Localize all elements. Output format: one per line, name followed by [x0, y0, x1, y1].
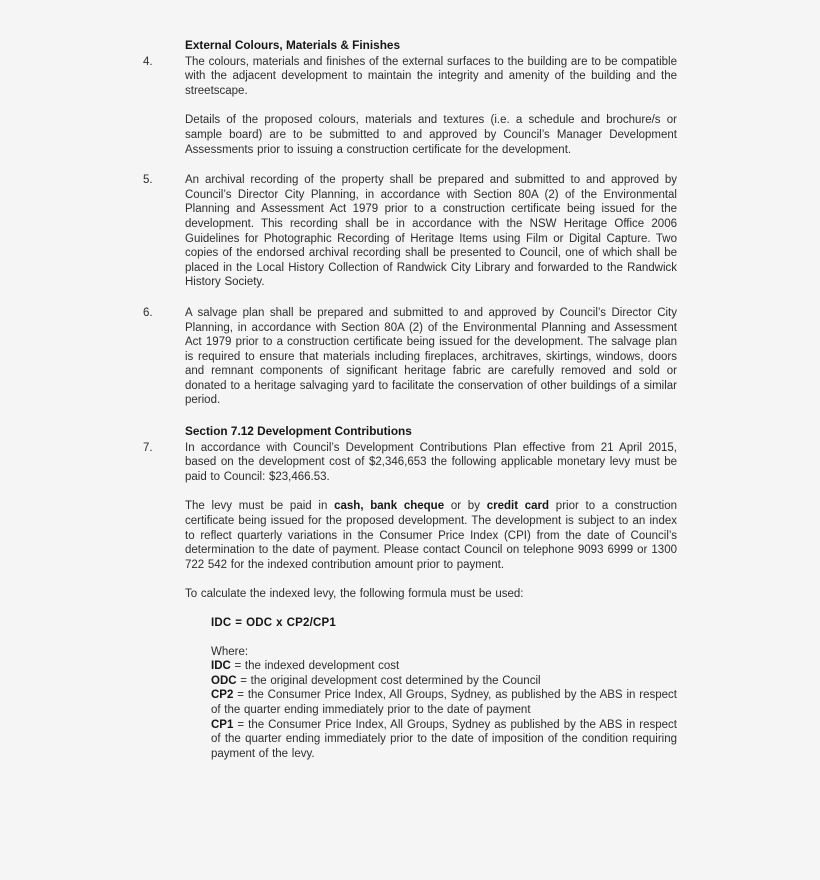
levy-method-credit-card: credit card [486, 500, 550, 513]
formula-intro: To calculate the indexed levy, the following formula must be used: [185, 588, 524, 601]
definition-idc-text: = the indexed development cost [230, 660, 400, 673]
condition-6-number: 6. [143, 306, 153, 319]
definition-cp2-term: CP2 [211, 689, 234, 702]
definition-cp2-text: = the Consumer Price Index, All Groups, Sydney, as published by the ABS in respect of the quarter ending immediately prior to the date of payment [211, 689, 677, 716]
definition-idc [211, 659, 677, 674]
levy-payment-row [143, 499, 820, 572]
definition-idc-term: IDC [211, 660, 231, 673]
formula-intro-row [143, 587, 820, 602]
formula-definitions [211, 645, 677, 762]
definition-cp1-term: CP1 [211, 718, 234, 731]
levy-formula: IDC = ODC x CP2/CP1 [211, 617, 336, 629]
heading-row-external-colours [143, 38, 820, 53]
condition-4-number: 4. [143, 55, 153, 68]
definition-cp1-text: = the Consumer Price Index, All Groups, Sydney as published by the ABS in respect of the quarter ending immediately prior to the date of imposition of the condition requiring payment of the levy. [211, 718, 677, 760]
levy-segment: or by [444, 500, 487, 513]
formula-row [143, 616, 820, 631]
where-label: Where: [211, 645, 249, 658]
condition-4-paragraph-2: Details of the proposed colours, materials and textures (i.e. a schedule and brochure/s or sample board) are to be submitted to and approved by Council’s Manager Development Assessments prior to issuing a construction certificate for the development. [185, 114, 677, 156]
condition-5 [143, 173, 820, 290]
condition-6 [143, 306, 820, 408]
condition-5-paragraph: An archival recording of the property shall be prepared and submitted to and approved by Council’s Director City Planning, in accordance with Section 80A (2) of the Environmental Planning and Assessment Act 1979 prior to a construction certificate being issued for the development. This recording shall be in accordance with the NSW Heritage Office 2006 Guidelines for Photographic Recording of Heritage Items using Film or Digital Capture. Two copies of the endorsed archival recording shall be presented to Council, one of which shall be placed in the Local History Collection of Randwick City Library and forwarded to the Randwick History Society. [185, 174, 677, 289]
heading-row-contributions [143, 424, 820, 439]
condition-4-paragraph-1: The colours, materials and finishes of the external surfaces to the building are to be compatible with the adjacent development to maintain the integrity and amenity of the building and the streetscape. [185, 55, 677, 97]
condition-6-paragraph: A salvage plan shall be prepared and submitted to and approved by Council’s Director City Planning, in accordance with Section 80A (2) of the Environmental Planning and Assessment Act 1979 prior to a construction certificate being issued for the development. The salvage plan is required to ensure that materials including fireplaces, architraves, skirtings, windows, doors and remnant components of significant heritage fabric are carefully removed and sold or donated to a heritage salvaging yard to facilitate the conservation of other buildings of a similar period. [185, 306, 677, 407]
condition-7-number: 7. [143, 441, 153, 454]
levy-method-cash-bank-cheque: cash, bank cheque [334, 500, 445, 513]
definition-odc-text: = the original development cost determined by the Council [236, 674, 541, 687]
definition-cp2 [211, 688, 677, 717]
condition-4-continuation [143, 113, 820, 157]
heading-section-7-12: Section 7.12 Development Contributions [185, 424, 412, 439]
levy-payment-paragraph [185, 499, 677, 572]
condition-7-paragraph: In accordance with Council’s Development Contributions Plan effective from 21 April 2015, based on the development cost of $2,346,653 the following applicable monetary levy must be paid to Council: $23,466.53. [185, 441, 677, 483]
levy-segment: prior to a construction certificate being issued for the proposed development. The development is subject to an index to reflect quarterly variations in the Consumer Price Index (CPI) from the date of Council’s determination to the date of payment. Please contact Council on telephone 9093 6999 or 1300 722 542 for the indexed contribution amount prior to payment. [185, 500, 678, 571]
definition-cp1 [211, 718, 677, 762]
condition-7 [143, 441, 820, 485]
condition-4 [143, 55, 820, 99]
formula-definitions-row [143, 645, 820, 762]
definition-odc-term: ODC [211, 674, 237, 687]
levy-segment: The levy must be paid in [185, 500, 335, 513]
definition-odc [211, 674, 677, 689]
heading-external-colours: External Colours, Materials & Finishes [185, 38, 401, 52]
condition-5-number: 5. [143, 174, 153, 187]
